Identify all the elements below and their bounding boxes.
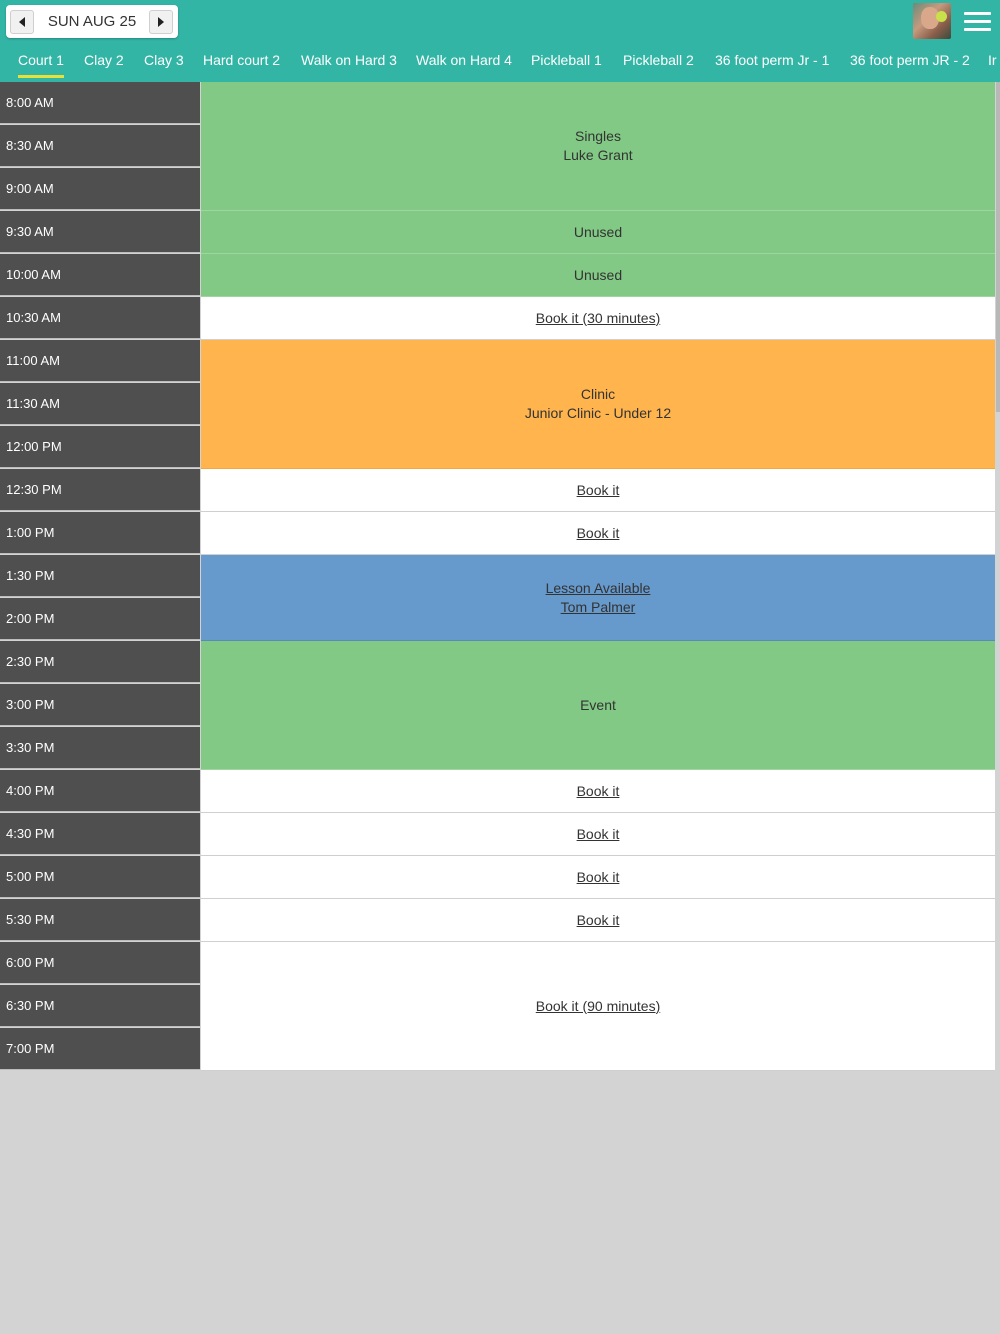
slot-book-430: [201, 813, 995, 856]
tab-36-foot-jr-1[interactable]: 36 foot perm Jr - 1: [715, 52, 830, 68]
time-label: 6:00 PM: [0, 942, 200, 984]
menu-line: [964, 28, 991, 31]
book-it-link[interactable]: Book it: [576, 911, 620, 928]
tab-walk-on-hard-4[interactable]: Walk on Hard 4: [416, 52, 512, 68]
slot-book-500: [201, 856, 995, 899]
user-avatar[interactable]: [913, 3, 951, 39]
booking-event[interactable]: [201, 641, 995, 770]
book-it-link[interactable]: Book it (30 minutes): [535, 309, 661, 326]
slot-book-1030: [201, 297, 995, 340]
slot-book-400: [201, 770, 995, 813]
time-label: 9:30 AM: [0, 211, 200, 253]
time-label: 1:30 PM: [0, 555, 200, 597]
time-label: 9:00 AM: [0, 168, 200, 210]
booking-type: Clinic: [580, 386, 616, 402]
previous-day-button[interactable]: [10, 10, 34, 34]
slot-status: Unused: [573, 266, 623, 283]
time-label: 3:30 PM: [0, 727, 200, 769]
time-label: 10:30 AM: [0, 297, 200, 339]
time-label: 8:00 AM: [0, 82, 200, 124]
booking-lesson: [201, 555, 995, 641]
lesson-available-link[interactable]: Lesson Available: [545, 579, 651, 596]
menu-line: [964, 12, 991, 15]
next-day-button[interactable]: [149, 10, 173, 34]
time-label: 6:30 PM: [0, 985, 200, 1027]
current-date[interactable]: SUN AUG 25: [47, 13, 137, 30]
booking-type: Singles: [575, 128, 621, 144]
tab-overflow[interactable]: Ir: [988, 52, 997, 68]
chevron-right-icon: [158, 17, 164, 27]
time-label: 12:30 PM: [0, 469, 200, 511]
tennis-ball-icon: [936, 11, 947, 22]
slot-book-600: [201, 942, 995, 1071]
slot-book-530: [201, 899, 995, 942]
book-it-link[interactable]: Book it: [576, 524, 620, 541]
time-label: 3:00 PM: [0, 684, 200, 726]
slot-book-100: [201, 512, 995, 555]
slot-book-1230: [201, 469, 995, 512]
time-label: 2:30 PM: [0, 641, 200, 683]
court-tabs: [0, 44, 1000, 82]
time-label: 12:00 PM: [0, 426, 200, 468]
book-it-link[interactable]: Book it (90 minutes): [535, 997, 661, 1014]
tab-walk-on-hard-3[interactable]: Walk on Hard 3: [301, 52, 397, 68]
coach-link[interactable]: Tom Palmer: [560, 598, 636, 615]
slot-status: Unused: [573, 223, 623, 240]
time-label: 7:00 PM: [0, 1028, 200, 1070]
booking-type: Event: [580, 696, 616, 713]
time-label: 4:30 PM: [0, 813, 200, 855]
time-label: 2:00 PM: [0, 598, 200, 640]
chevron-left-icon: [19, 17, 25, 27]
tab-clay-2[interactable]: Clay 2: [84, 52, 124, 68]
tab-court-1[interactable]: Court 1: [18, 44, 64, 78]
time-label: 8:30 AM: [0, 125, 200, 167]
book-it-link[interactable]: Book it: [576, 825, 620, 842]
time-label: 1:00 PM: [0, 512, 200, 554]
time-label: 5:00 PM: [0, 856, 200, 898]
tab-hard-court-2[interactable]: Hard court 2: [203, 52, 281, 68]
time-label: 11:00 AM: [0, 340, 200, 382]
slot-unused: [201, 254, 995, 297]
tab-pickleball-2[interactable]: Pickleball 2: [623, 52, 694, 68]
time-label: 11:30 AM: [0, 383, 200, 425]
book-it-link[interactable]: Book it: [576, 868, 620, 885]
slot-unused: [201, 211, 995, 254]
vertical-scrollbar[interactable]: [996, 82, 1000, 412]
top-bar: [0, 0, 1000, 82]
menu-line: [964, 20, 991, 23]
booking-description: Junior Clinic - Under 12: [524, 405, 672, 421]
tab-clay-3[interactable]: Clay 3: [144, 52, 184, 68]
book-it-link[interactable]: Book it: [576, 782, 620, 799]
booking-player: Luke Grant: [563, 147, 633, 163]
time-label: 10:00 AM: [0, 254, 200, 296]
booking-clinic[interactable]: [201, 340, 995, 469]
tab-pickleball-1[interactable]: Pickleball 1: [531, 52, 602, 68]
book-it-link[interactable]: Book it: [576, 481, 620, 498]
tab-36-foot-jr-2[interactable]: 36 foot perm JR - 2: [850, 52, 970, 68]
hamburger-menu-icon[interactable]: [964, 12, 991, 31]
time-label: 5:30 PM: [0, 899, 200, 941]
booking-singles[interactable]: [201, 82, 995, 211]
time-label: 4:00 PM: [0, 770, 200, 812]
date-navigator: [6, 5, 178, 38]
